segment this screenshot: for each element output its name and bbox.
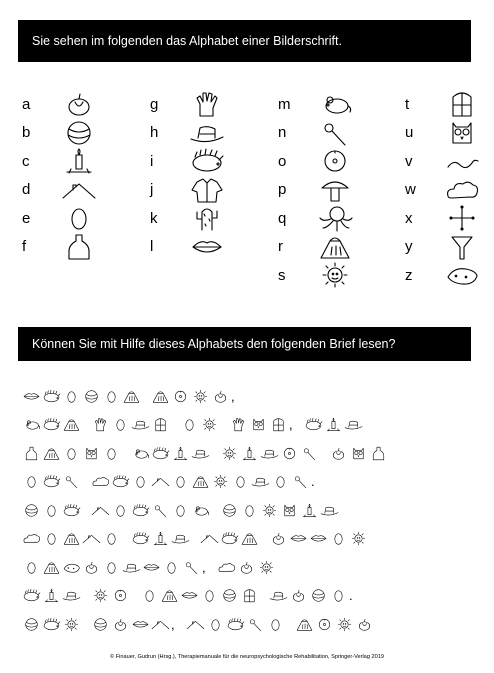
letter-row	[22, 442, 389, 464]
roof-icon	[151, 473, 170, 490]
lemon-icon	[443, 261, 481, 289]
alphabet-letter: w	[405, 181, 416, 198]
alphabet-glyph	[60, 90, 98, 118]
egg-icon	[200, 587, 219, 604]
roof-icon	[151, 616, 170, 633]
octopus-icon	[316, 204, 354, 232]
hat-icon	[171, 530, 190, 547]
pin-icon	[151, 502, 170, 519]
hat-icon	[122, 559, 141, 576]
egg-icon	[42, 502, 61, 519]
alphabet-entry-m	[278, 90, 354, 118]
cloud-icon	[91, 473, 110, 490]
snake-icon	[443, 147, 481, 175]
orange-icon	[315, 616, 334, 633]
cloud-icon	[443, 176, 481, 204]
alphabet-glyph	[60, 176, 98, 204]
candle-icon	[171, 445, 190, 462]
sun-icon	[191, 388, 210, 405]
alphabet-entry-q	[278, 204, 354, 232]
alphabet-entry-w	[405, 176, 481, 204]
alphabet-letter: n	[278, 124, 287, 141]
alphabet-entry-u	[405, 119, 481, 147]
alphabet-entry-a	[22, 90, 98, 118]
alphabet-entry-j	[150, 176, 226, 204]
hedgehog-icon	[226, 616, 245, 633]
pumpkin-icon	[111, 616, 130, 633]
alphabet-instruction-banner	[18, 20, 471, 62]
egg-icon	[102, 559, 121, 576]
cross-icon	[443, 204, 481, 232]
alphabet-letter: r	[278, 238, 283, 255]
alphabet-entry-g	[150, 90, 226, 118]
lemon-icon	[62, 559, 81, 576]
alphabet-letter: c	[22, 152, 30, 170]
sun-icon	[335, 616, 354, 633]
alphabet-glyph	[443, 119, 481, 147]
bottle-icon	[369, 445, 388, 462]
alphabet-glyph	[188, 90, 226, 118]
letter-question-text: Können Sie mit Hilfe dieses Alphabets den folgenden Brief lesen?	[32, 337, 396, 351]
ball-icon	[220, 502, 239, 519]
alphabet-entry-d	[22, 176, 98, 204]
punctuation: ,	[202, 559, 206, 575]
alphabet-glyph	[188, 176, 226, 204]
sun-icon	[211, 473, 230, 490]
alphabet-entry-s	[278, 261, 354, 289]
egg-icon	[62, 445, 81, 462]
alphabet-letter: h	[150, 124, 159, 141]
alphabet-entry-n	[278, 119, 354, 147]
glove-icon	[229, 416, 248, 433]
egg-icon	[231, 473, 250, 490]
cactus-icon	[188, 204, 226, 232]
volcano-icon	[191, 473, 210, 490]
egg-icon	[62, 388, 81, 405]
alphabet-letter: u	[405, 124, 414, 141]
hedgehog-icon	[304, 416, 323, 433]
ball-icon	[60, 119, 98, 147]
letter-row	[22, 556, 277, 578]
alphabet-letter: a	[22, 95, 31, 113]
alphabet-letter: g	[150, 95, 159, 113]
alphabet-letter: x	[405, 209, 413, 227]
hedgehog-icon	[42, 616, 61, 633]
volcano-icon	[160, 587, 179, 604]
volcano-icon	[122, 388, 141, 405]
ball-icon	[91, 616, 110, 633]
mushroom-icon	[316, 176, 354, 204]
mouse-icon	[191, 502, 210, 519]
letter-row	[22, 585, 355, 607]
ball-icon	[22, 616, 41, 633]
egg-icon	[140, 587, 159, 604]
roof-icon	[82, 530, 101, 547]
pumpkin-icon	[269, 530, 288, 547]
alphabet-entry-e	[22, 204, 98, 232]
orange-icon	[171, 388, 190, 405]
owl-icon	[349, 445, 368, 462]
mouse-icon	[131, 445, 150, 462]
ball-icon	[22, 502, 41, 519]
alphabet-glyph	[316, 90, 354, 118]
lips-icon	[22, 388, 41, 405]
candle-icon	[240, 445, 259, 462]
roof-icon	[91, 502, 110, 519]
alphabet-letter: z	[405, 266, 413, 284]
alphabet-letter: k	[150, 209, 158, 227]
alphabet-letter: d	[22, 181, 31, 198]
egg-icon	[111, 502, 130, 519]
alphabet-letter: y	[405, 238, 413, 255]
volcano-icon	[240, 530, 259, 547]
hedgehog-icon	[220, 530, 239, 547]
alphabet-letter: l	[150, 238, 154, 255]
egg-icon	[171, 473, 190, 490]
pumpkin-icon	[355, 616, 374, 633]
egg-icon	[131, 473, 150, 490]
alphabet-glyph	[316, 147, 354, 175]
pictogram-letter	[22, 385, 478, 645]
volcano-icon	[295, 616, 314, 633]
alphabet-entry-x	[405, 204, 481, 232]
owl-icon	[280, 502, 299, 519]
alphabet-instruction-text: Sie sehen im folgenden das Alphabet einer Bilderschrift.	[32, 34, 342, 48]
ball-icon	[309, 587, 328, 604]
alphabet-entry-l	[150, 233, 226, 261]
roof-icon	[60, 176, 98, 204]
lips-icon	[309, 530, 328, 547]
glove-icon	[91, 416, 110, 433]
alphabet-glyph	[60, 204, 98, 232]
egg-icon	[60, 204, 98, 232]
hat-icon	[188, 119, 226, 147]
alphabet-glyph	[316, 261, 354, 289]
punctuation: .	[349, 588, 353, 603]
punctuation: ,	[289, 417, 293, 432]
alphabet-glyph	[60, 147, 98, 175]
hedgehog-icon	[42, 416, 61, 433]
hedgehog-icon	[188, 147, 226, 175]
sun-icon	[316, 261, 354, 289]
alphabet-glyph	[443, 90, 481, 118]
alphabet-table	[0, 90, 494, 300]
alphabet-letter: q	[278, 209, 287, 227]
letter-row	[22, 385, 237, 407]
alphabet-entry-r	[278, 233, 354, 261]
alphabet-glyph	[316, 233, 354, 261]
pin-icon	[291, 473, 310, 490]
candle-icon	[300, 502, 319, 519]
alphabet-letter: p	[278, 181, 287, 198]
hat-icon	[251, 473, 270, 490]
sun-icon	[349, 530, 368, 547]
copyright-footer: © Finauer, Gudrun (Hrsg.), Therapiemanuale für die neuropsychologische Rehabilitation, Springer-Verlag 2019	[110, 654, 384, 660]
shirt-icon	[188, 176, 226, 204]
lips-icon	[180, 587, 199, 604]
lips-icon	[188, 233, 226, 261]
alphabet-entry-o	[278, 147, 354, 175]
alphabet-glyph	[188, 119, 226, 147]
sun-icon	[257, 559, 276, 576]
alphabet-letter: j	[150, 181, 154, 198]
letter-question-banner	[18, 327, 471, 361]
punctuation: ,	[171, 616, 175, 632]
hedgehog-icon	[62, 502, 81, 519]
sun-icon	[200, 416, 219, 433]
glove-icon	[188, 90, 226, 118]
owl-icon	[443, 119, 481, 147]
alphabet-glyph	[316, 204, 354, 232]
alphabet-letter: b	[22, 124, 31, 141]
volcano-icon	[42, 559, 61, 576]
lips-icon	[289, 530, 308, 547]
alphabet-glyph	[188, 204, 226, 232]
alphabet-glyph	[188, 233, 226, 261]
pin-icon	[62, 473, 81, 490]
bottle-icon	[22, 445, 41, 462]
alphabet-glyph	[443, 147, 481, 175]
alphabet-letter: f	[22, 238, 27, 255]
pumpkin-icon	[289, 587, 308, 604]
letter-row	[22, 613, 375, 635]
egg-icon	[171, 502, 190, 519]
volcano-icon	[151, 388, 170, 405]
egg-icon	[22, 473, 41, 490]
hat-icon	[131, 416, 150, 433]
alphabet-entry-p	[278, 176, 354, 204]
egg-icon	[329, 587, 348, 604]
pumpkin-icon	[60, 90, 98, 118]
letter-row	[22, 528, 369, 550]
alphabet-entry-i	[150, 147, 226, 175]
alphabet-glyph	[60, 119, 98, 147]
alphabet-entry-f	[22, 233, 98, 261]
alphabet-glyph	[316, 119, 354, 147]
roof-icon	[186, 616, 205, 633]
cloud-icon	[22, 530, 41, 547]
door-icon	[443, 90, 481, 118]
alphabet-glyph	[188, 147, 226, 175]
alphabet-entry-b	[22, 119, 98, 147]
alphabet-letter: o	[278, 152, 287, 170]
door-icon	[151, 416, 170, 433]
letter-row	[22, 414, 364, 436]
funnel-icon	[443, 233, 481, 261]
candle-icon	[60, 147, 98, 175]
alphabet-glyph	[443, 233, 481, 261]
alphabet-glyph	[443, 261, 481, 289]
orange-icon	[280, 445, 299, 462]
bottle-icon	[60, 233, 98, 261]
orange-icon	[111, 587, 130, 604]
egg-icon	[206, 616, 225, 633]
roof-icon	[200, 530, 219, 547]
egg-icon	[271, 473, 290, 490]
owl-icon	[82, 445, 101, 462]
letter-row	[22, 471, 317, 493]
egg-icon	[102, 388, 121, 405]
alphabet-entry-z	[405, 261, 481, 289]
pin-icon	[246, 616, 265, 633]
egg-icon	[111, 416, 130, 433]
pin-icon	[316, 119, 354, 147]
egg-icon	[22, 559, 41, 576]
egg-icon	[329, 530, 348, 547]
pin-icon	[300, 445, 319, 462]
volcano-icon	[42, 445, 61, 462]
alphabet-glyph	[443, 176, 481, 204]
lips-icon	[131, 616, 150, 633]
alphabet-letter: e	[22, 209, 31, 227]
ball-icon	[220, 587, 239, 604]
candle-icon	[151, 530, 170, 547]
egg-icon	[266, 616, 285, 633]
pumpkin-icon	[82, 559, 101, 576]
mouse-icon	[22, 416, 41, 433]
hat-icon	[320, 502, 339, 519]
pin-icon	[182, 559, 201, 576]
sun-icon	[260, 502, 279, 519]
egg-icon	[102, 445, 121, 462]
volcano-icon	[316, 233, 354, 261]
egg-icon	[102, 530, 121, 547]
alphabet-glyph	[443, 204, 481, 232]
egg-icon	[180, 416, 199, 433]
alphabet-glyph	[316, 176, 354, 204]
volcano-icon	[62, 416, 81, 433]
pumpkin-icon	[329, 445, 348, 462]
pumpkin-icon	[211, 388, 230, 405]
egg-icon	[42, 530, 61, 547]
hat-icon	[62, 587, 81, 604]
alphabet-letter: i	[150, 152, 154, 170]
candle-icon	[42, 587, 61, 604]
hedgehog-icon	[42, 388, 61, 405]
alphabet-letter: m	[278, 95, 291, 113]
sun-icon	[220, 445, 239, 462]
punctuation: .	[311, 474, 315, 489]
door-icon	[269, 416, 288, 433]
alphabet-entry-y	[405, 233, 481, 261]
sun-icon	[62, 616, 81, 633]
cloud-icon	[217, 559, 236, 576]
owl-icon	[249, 416, 268, 433]
alphabet-letter: s	[278, 266, 286, 284]
alphabet-entry-c	[22, 147, 98, 175]
candle-icon	[324, 416, 343, 433]
sun-icon	[91, 587, 110, 604]
hat-icon	[191, 445, 210, 462]
alphabet-letter: v	[405, 152, 413, 170]
mouse-icon	[316, 90, 354, 118]
hedgehog-icon	[22, 587, 41, 604]
pumpkin-icon	[237, 559, 256, 576]
hedgehog-icon	[131, 502, 150, 519]
alphabet-entry-k	[150, 204, 226, 232]
hedgehog-icon	[111, 473, 130, 490]
hedgehog-icon	[42, 473, 61, 490]
door-icon	[240, 587, 259, 604]
lips-icon	[142, 559, 161, 576]
hedgehog-icon	[131, 530, 150, 547]
letter-row	[22, 499, 340, 521]
alphabet-entry-t	[405, 90, 481, 118]
egg-icon	[162, 559, 181, 576]
alphabet-letter: t	[405, 95, 410, 113]
egg-icon	[240, 502, 259, 519]
orange-icon	[316, 147, 354, 175]
hat-icon	[260, 445, 279, 462]
hat-icon	[269, 587, 288, 604]
volcano-icon	[62, 530, 81, 547]
alphabet-entry-h	[150, 119, 226, 147]
hedgehog-icon	[151, 445, 170, 462]
ball-icon	[82, 388, 101, 405]
alphabet-glyph	[60, 233, 98, 261]
punctuation: ,	[231, 388, 235, 404]
hat-icon	[344, 416, 363, 433]
alphabet-entry-v	[405, 147, 481, 175]
